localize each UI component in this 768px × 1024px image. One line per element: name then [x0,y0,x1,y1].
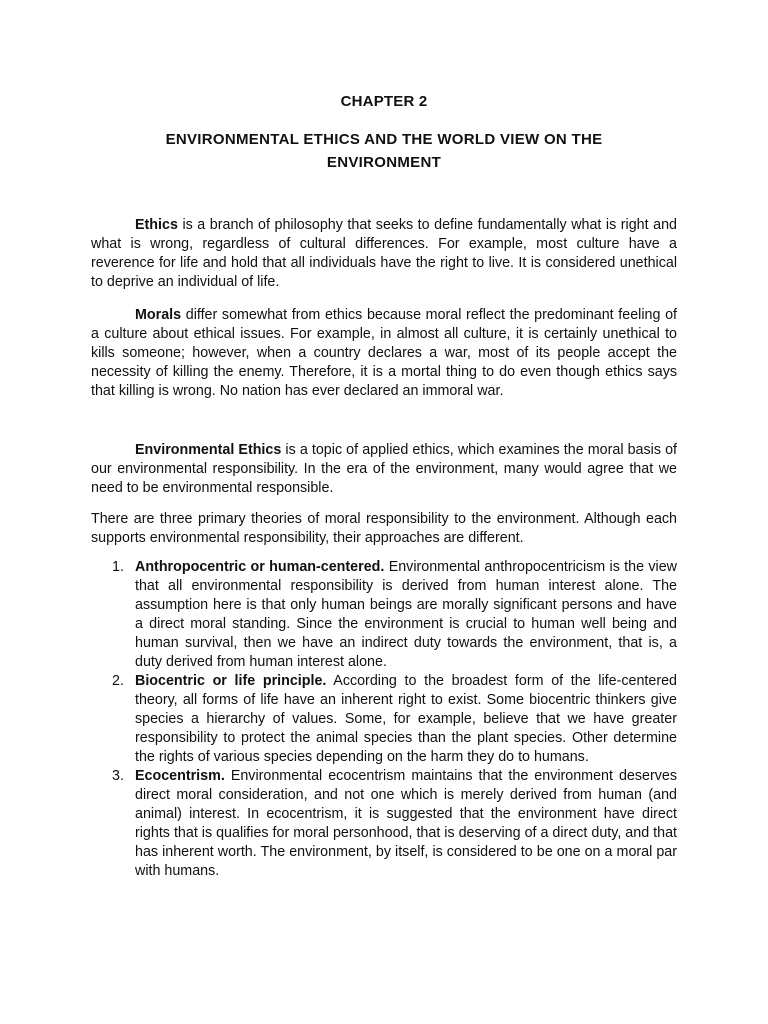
list-item [91,672,677,767]
list-item [91,767,677,881]
morals-paragraph [91,306,677,401]
list-item-number: 1. [112,559,124,575]
list-item-number: 3. [112,768,124,784]
theories-list [91,558,677,881]
morals-text: differ somewhat from ethics because moral reflect the predominant feeling of a culture about ethical issues. For example, in almost all culture, it is certainly unethical to kills someone; however, when a country declares a war, most of its people accept the necessity of killing the enemy. Therefore, it is a mortal thing to do even though ethics says that killing is wrong. No nation has ever declared an immoral war. [91,307,677,399]
environmental-ethics-paragraph [91,441,677,498]
theories-intro-paragraph: There are three primary theories of moral responsibility to the environment. Although each supports environmental responsibility, their approaches are different. [91,511,677,546]
list-item-text: According to the broadest form of the life-centered theory, all forms of life have an inherent right to exist. Some biocentric thinkers give species a hierarchy of values. Some, for example, believe that we have greater responsibility to protect the animal species than the plant species. Other determine the rights of various species depending on the harm they do to humans. [135,673,677,765]
chapter-heading: CHAPTER 2 [340,93,428,110]
chapter-title: ENVIRONMENTAL ETHICS AND THE WORLD VIEW ON THE ENVIRONMENT [165,131,603,171]
list-item-text: Environmental ecocentrism maintains that the environment deserves direct moral consideration, and not one which is merely derived from human (and animal) interest. In ecocentrism, it is suggested that the environment have direct rights that is qualifies for moral personhood, that is deserving of a direct duty, and that has inherent worth. The environment, by itself, is considered to be one on a moral par with humans. [135,768,677,879]
ethics-paragraph [91,216,677,292]
environmental-ethics-term: Environmental Ethics [135,442,282,458]
list-item-term: Biocentric or life principle. [135,673,327,689]
list-item [91,558,677,672]
morals-term: Morals [135,307,182,323]
list-item-text: Environmental anthropocentricism is the view that all environmental responsibility is derived from human interest alone. The assumption here is that only human beings are morally significant persons and have a direct moral standing. Since the environment is crucial to human well being and human survival, then we have an indirect duty towards the environment, that is, a duty derived from human interest alone. [135,559,677,670]
ethics-term: Ethics [135,217,178,233]
environmental-ethics-text: is a topic of applied ethics, which examines the moral basis of our environmental responsibility. In the era of the environment, many would agree that we need to be environmental responsible. [91,442,677,496]
list-item-number: 2. [112,673,124,689]
list-item-term: Anthropocentric or human-centered. [135,559,385,575]
list-item-term: Ecocentrism. [135,768,225,784]
ethics-text: is a branch of philosophy that seeks to define fundamentally what is right and what is wrong, regardless of cultural differences. For example, most culture have a reverence for life and hold that all individuals have the right to live. It is considered unethical to deprive an individual of life. [91,217,677,290]
